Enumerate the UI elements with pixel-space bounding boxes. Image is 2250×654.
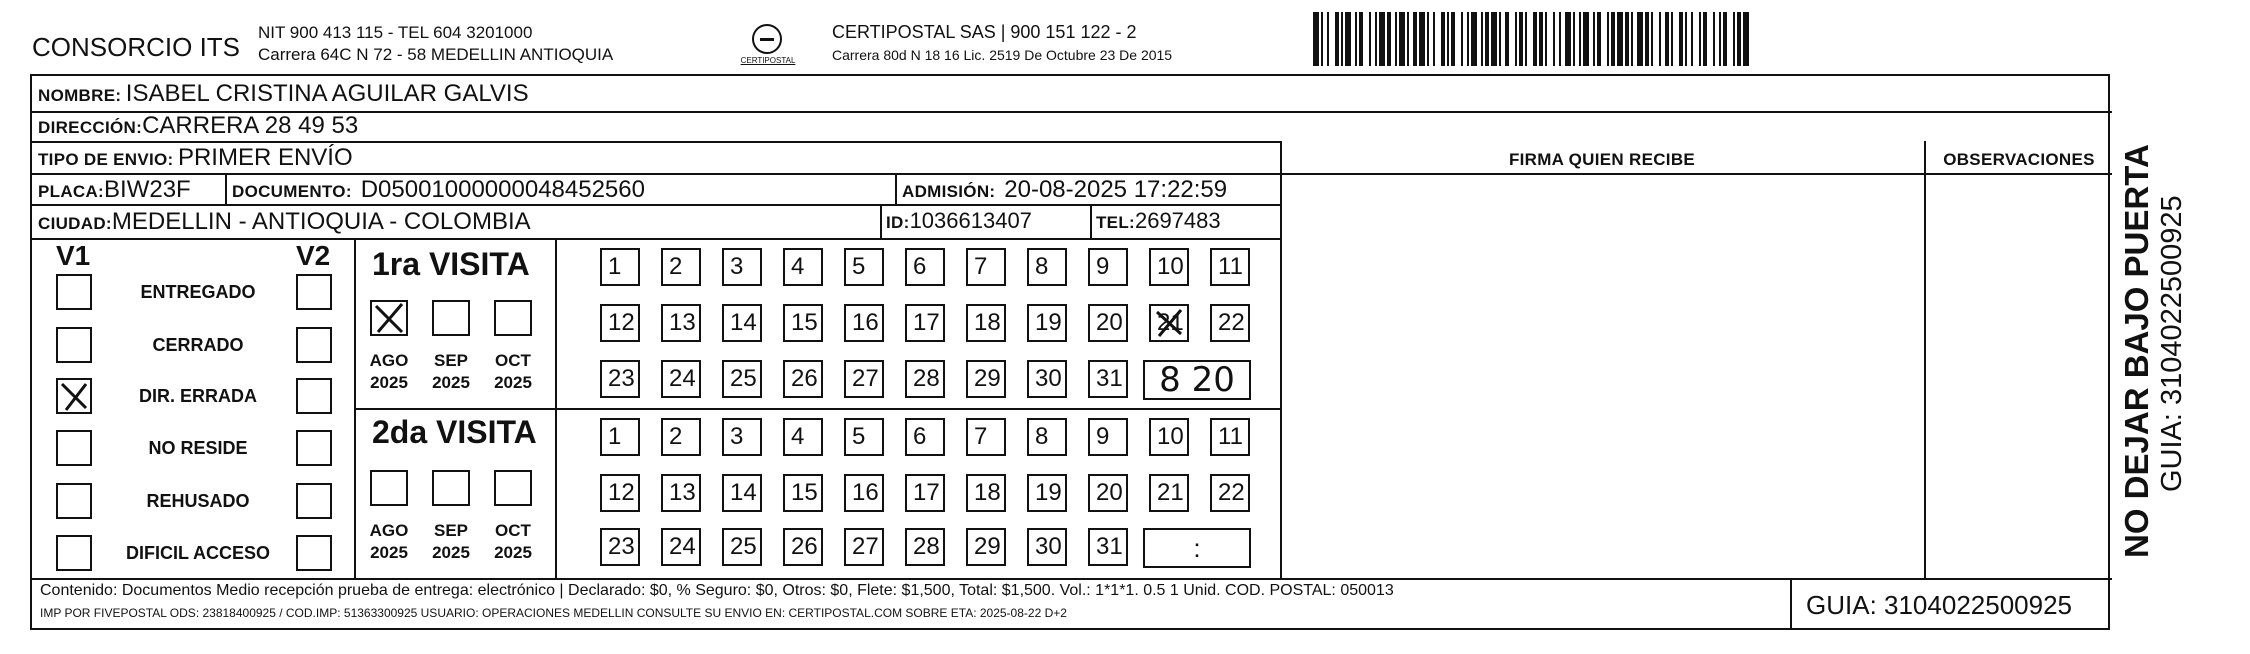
day-box[interactable]: 13 xyxy=(661,474,701,512)
v1-checkbox[interactable] xyxy=(56,535,92,571)
ciudad-label: CIUDAD: xyxy=(38,214,112,233)
month-checkbox[interactable] xyxy=(432,300,470,336)
day-box[interactable]: 26 xyxy=(783,528,823,566)
day-box[interactable]: 14 xyxy=(722,474,762,512)
month-label: OCT 2025 xyxy=(494,351,532,392)
day-box[interactable]: 28 xyxy=(905,360,945,398)
month-label: AGO 2025 xyxy=(369,521,409,562)
first-visit-time[interactable]: 8 20 xyxy=(1143,360,1251,400)
firma-label: FIRMA QUIEN RECIBE xyxy=(1508,150,1696,169)
v2-label: V2 xyxy=(296,240,331,271)
nombre-value: ISABEL CRISTINA AGUILAR GALVIS xyxy=(125,80,529,107)
day-box[interactable]: 25 xyxy=(722,360,762,398)
status-label: DIR. ERRADA xyxy=(138,386,257,406)
observaciones-label: OBSERVACIONES xyxy=(1943,150,2095,169)
day-box[interactable]: 23 xyxy=(600,360,640,398)
status-label: NO RESIDE xyxy=(148,438,248,458)
logo-caption: CERTIPOSTAL xyxy=(740,56,796,65)
day-box[interactable]: 18 xyxy=(966,304,1006,342)
v1-label: V1 xyxy=(56,240,91,271)
day-box[interactable]: 6 xyxy=(905,248,945,286)
day-box[interactable]: 30 xyxy=(1027,528,1067,566)
guia-footer: GUIA: 3104022500925 xyxy=(1806,590,2072,620)
day-box[interactable]: 8 xyxy=(1027,248,1067,286)
status-label: DIFICIL ACCESO xyxy=(125,543,270,563)
day-box[interactable]: 6 xyxy=(905,418,945,456)
imp-line: IMP POR FIVEPOSTAL ODS: 23818400925 / COD.IMP: 51363300925 USUARIO: OPERACIONES MEDELLIN CONSULTE SU ENVIO EN: CERTIPOSTAL.COM SOBRE ETA: 2025-08-22 D+2 xyxy=(40,606,1067,620)
day-box[interactable]: 22 xyxy=(1210,304,1250,342)
company-name: CONSORCIO ITS xyxy=(32,32,241,62)
day-box[interactable]: 7 xyxy=(966,418,1006,456)
month-checkbox[interactable] xyxy=(494,300,532,336)
nit-line: NIT 900 413 115 - TEL 604 3201000 xyxy=(258,23,533,42)
day-box[interactable]: 30 xyxy=(1027,360,1067,398)
day-box[interactable]: 2 xyxy=(661,418,701,456)
day-box[interactable]: 8 xyxy=(1027,418,1067,456)
day-box[interactable]: 31 xyxy=(1088,360,1128,398)
side-guia: GUIA: 3104022500925 xyxy=(2156,195,2188,492)
day-box[interactable]: 26 xyxy=(783,360,823,398)
day-box[interactable]: 4 xyxy=(783,248,823,286)
day-box[interactable]: 5 xyxy=(844,248,884,286)
documento-value: D05001000000048452560 xyxy=(360,176,645,203)
day-box[interactable]: 17 xyxy=(905,474,945,512)
id-value: 1036613407 xyxy=(909,208,1032,233)
v1-checkbox[interactable] xyxy=(56,327,92,363)
tel-label: TEL: xyxy=(1096,213,1135,232)
v1-checkbox[interactable] xyxy=(56,430,92,466)
day-box[interactable]: 19 xyxy=(1027,474,1067,512)
tipo-value: PRIMER ENVÍO xyxy=(177,144,353,171)
day-box[interactable]: 5 xyxy=(844,418,884,456)
day-box[interactable]: 10 xyxy=(1149,418,1189,456)
second-visit-time[interactable]: : xyxy=(1143,528,1251,568)
day-box[interactable]: 14 xyxy=(722,304,762,342)
day-box[interactable]: 24 xyxy=(661,360,701,398)
v2-checkbox[interactable] xyxy=(296,430,332,466)
day-box[interactable]: 27 xyxy=(844,528,884,566)
day-box[interactable]: 22 xyxy=(1210,474,1250,512)
day-box[interactable]: 2 xyxy=(661,248,701,286)
status-label: REHUSADO xyxy=(146,491,250,511)
day-box[interactable]: 29 xyxy=(966,360,1006,398)
day-box[interactable]: 10 xyxy=(1149,248,1189,286)
month-label: AGO 2025 xyxy=(369,351,409,392)
placa-value: BIW23F xyxy=(104,176,191,203)
day-box[interactable]: 3 xyxy=(722,248,762,286)
day-box[interactable]: 15 xyxy=(783,304,823,342)
tel-value: 2697483 xyxy=(1134,208,1221,233)
day-box[interactable]: 19 xyxy=(1027,304,1067,342)
second-visit-title: 2da VISITA xyxy=(372,414,537,450)
carrier-line: CERTIPOSTAL SAS | 900 151 122 - 2 xyxy=(832,22,1137,42)
admision-value: 20-08-2025 17:22:59 xyxy=(1004,176,1228,203)
v2-checkbox[interactable] xyxy=(296,535,332,571)
day-box[interactable]: 31 xyxy=(1088,528,1128,566)
day-box[interactable]: 24 xyxy=(661,528,701,566)
day-box[interactable]: 16 xyxy=(844,304,884,342)
day-box[interactable]: 17 xyxy=(905,304,945,342)
documento-label: DOCUMENTO: xyxy=(232,182,352,201)
day-box[interactable]: 27 xyxy=(844,360,884,398)
day-box[interactable]: 11 xyxy=(1210,248,1250,286)
v2-checkbox[interactable] xyxy=(296,378,332,414)
day-box[interactable]: 12 xyxy=(600,474,640,512)
day-box[interactable]: 23 xyxy=(600,528,640,566)
day-box[interactable]: 15 xyxy=(783,474,823,512)
day-box[interactable]: 29 xyxy=(966,528,1006,566)
contenido-line: Contenido: Documentos Medio recepción prueba de entrega: electrónico | Declarado: $0, % Seguro: $0, Otros: $0, Flete: $1,500, Total: $1,500. Vol.: 1*1*1. 0.5 1 Unid. COD. POSTAL: 050013 xyxy=(40,582,1394,599)
day-box[interactable]: 9 xyxy=(1088,248,1128,286)
status-label: ENTREGADO xyxy=(140,282,256,302)
direccion-value: CARRERA 28 49 53 xyxy=(142,112,359,139)
v1-checkbox[interactable] xyxy=(56,274,92,310)
day-box[interactable]: 21 xyxy=(1149,304,1189,342)
tipo-label: TIPO DE ENVIO: xyxy=(38,150,174,169)
day-box[interactable]: 9 xyxy=(1088,418,1128,456)
v1-checkbox[interactable] xyxy=(56,378,92,414)
company-address: Carrera 64C N 72 - 58 MEDELLIN ANTIOQUIA xyxy=(258,45,614,64)
day-box[interactable]: 7 xyxy=(966,248,1006,286)
ciudad-value: MEDELLIN - ANTIOQUIA - COLOMBIA xyxy=(111,208,531,235)
side-warning: NO DEJAR BAJO PUERTA xyxy=(2118,144,2155,558)
day-box[interactable]: 11 xyxy=(1210,418,1250,456)
v2-checkbox[interactable] xyxy=(296,274,332,310)
day-box[interactable]: 16 xyxy=(844,474,884,512)
month-checkbox[interactable] xyxy=(432,470,470,506)
v1-checkbox[interactable] xyxy=(56,483,92,519)
direccion-label: DIRECCIÓN: xyxy=(38,118,143,137)
day-box[interactable]: 13 xyxy=(661,304,701,342)
first-visit-title: 1ra VISITA xyxy=(372,246,530,282)
day-box[interactable]: 28 xyxy=(905,528,945,566)
admision-label: ADMISIÓN: xyxy=(902,182,996,201)
day-box[interactable]: 21 xyxy=(1149,474,1189,512)
status-label: CERRADO xyxy=(152,335,244,355)
month-checkbox[interactable] xyxy=(494,470,532,506)
month-checkbox[interactable] xyxy=(370,470,408,506)
day-box[interactable]: 3 xyxy=(722,418,762,456)
nombre-label: NOMBRE: xyxy=(38,86,122,105)
day-box[interactable]: 18 xyxy=(966,474,1006,512)
placa-label: PLACA: xyxy=(38,182,105,201)
day-box[interactable]: 20 xyxy=(1088,304,1128,342)
day-box[interactable]: 1 xyxy=(600,418,640,456)
v2-checkbox[interactable] xyxy=(296,483,332,519)
v2-checkbox[interactable] xyxy=(296,327,332,363)
day-box[interactable]: 20 xyxy=(1088,474,1128,512)
month-label: SEP 2025 xyxy=(432,351,470,392)
day-box[interactable]: 25 xyxy=(722,528,762,566)
day-box[interactable]: 12 xyxy=(600,304,640,342)
month-checkbox[interactable] xyxy=(370,300,408,336)
month-label: SEP 2025 xyxy=(432,521,470,562)
barcode-icon xyxy=(1313,12,1963,66)
id-label: ID: xyxy=(886,213,910,232)
carrier-address: Carrera 80d N 18 16 Lic. 2519 De Octubre 23 De 2015 xyxy=(832,47,1173,63)
certipostal-logo-icon xyxy=(752,24,782,54)
day-box[interactable]: 1 xyxy=(600,248,640,286)
month-label: OCT 2025 xyxy=(494,521,532,562)
day-box[interactable]: 4 xyxy=(783,418,823,456)
